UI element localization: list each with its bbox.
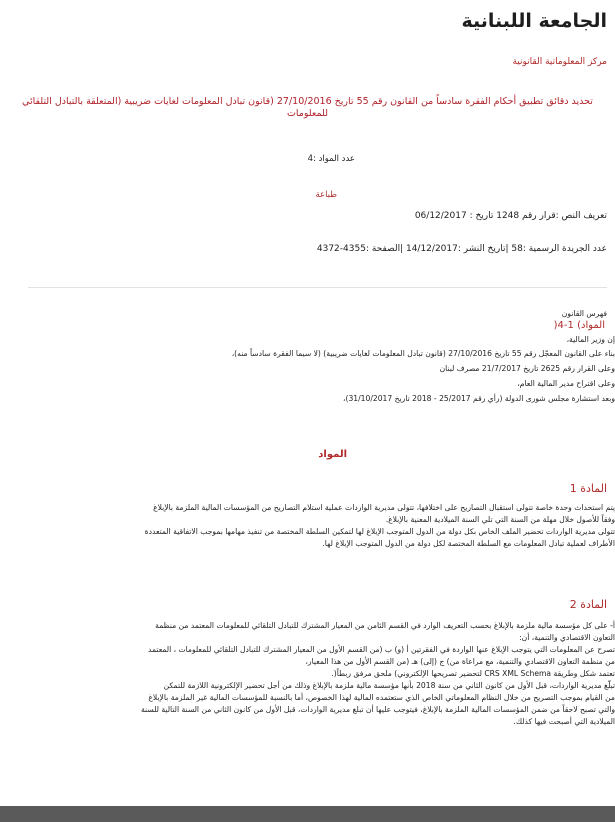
article-line: تبلّغ مديرية الواردات، قبل الأول من كانون الثاني من سنة 2018 بأنها مؤسسة مالية ملزمة بالإبلاغ وذلك من أجل تحضير الإلكترونية اللازمة للتمكن [163,681,615,690]
footer-bar [0,806,615,822]
article-line: الأطراف لعملية تبادل المعلومات مع السلطة المختصة لكل دولة من الدول المتوجب الإبلاغ لها. [322,539,615,548]
article-line: تصرح عن المعلومات التي يتوجب الإبلاغ عنها الواردة في الفقرتين أ (و) ب (من القسم الأول من المعيار المشترك للتبادل التلقائي للمعلومات ، المعتمد [148,645,615,654]
article-line: تتولى مديرية الواردات تحضير الملف الخاص بكل دولة من الدول المتوجب الإبلاغ لها لتمكين السلطة المختصة من تنفيذ مهامها بموجب الاتفاقية المتعددة [144,527,615,536]
article-body [0,620,615,728]
article-line: أ- على كل مؤسسة مالية ملزمة بالإبلاغ بحسب التعريف الوارد في القسم الثامن من المعيار المشترك للتبادل التلقائي للمعلومات المعتمد من منظمة [155,621,615,630]
article-line: تعتمد شكل وطريقة CRS XML Schema لتحضير تصريحها الإلكتروني) ملحق مرفق ربطاً(. [331,669,615,678]
toc-line: بناء على القانون المعجّل رقم 55 تاريخ 27/10/2016 (قانون تبادل المعلومات لغايات ضريبية) (لا سيما الفقرة سادساً منه)، [231,349,615,358]
article-line: التعاون الاقتصادي والتنمية، أن: [519,633,615,642]
article-body [0,502,615,550]
toc-line: إن وزير المالية، [566,335,615,344]
article-heading: المادة 2 [569,598,607,611]
toc-range-link[interactable]: المواد) 1-4( [553,320,605,331]
gazette-info: عدد الجريدة الرسمية :58 |تاريخ النشر :14/12/2017 |الصفحة :4355-4372 [316,244,607,254]
article-line: الميلادية التي أصبحت فيها كذلك. [513,717,615,726]
law-definition: تعريف النص :قرار رقم 1248 تاريخ : 06/12/2017 [414,211,607,221]
article-line: من القيام بموجب التصريح من خلال النظام المعلوماتي الخاص الذي ستعتمده المالية لهذا الخصوص، أما بالنسبة للمؤسسات المالية غير الملزمة بالإبلاغ [148,693,615,702]
article-line: يتم استحداث وحدة خاصة تتولى استقبال التصاريح على اختلافها، تتولى مديرية الواردات عملية استلام التصاريح من المؤسسات المالية الملزمة بالإبلاغ [153,503,615,512]
article-line: من منظمة التعاون الاقتصادي والتنمية، مع مراعاة من) ج (إلى) هـ (من القسم الأول من هذا المعيار، [305,657,615,666]
site-subtitle[interactable]: مركز المعلوماتية القانونية [512,57,607,67]
law-title: تحديد دقائق تطبيق أحكام الفقرة سادساً من القانون رقم 55 تاريخ 27/10/2016 (قانون تبادل المعلومات لغايات ضريبية (المتعلقة بالتبادل التلقائي للمعلومات [22,96,593,119]
print-link[interactable]: طباعة [315,190,337,200]
site-title[interactable]: الجامعة اللبنانية [461,10,607,32]
article-heading: المادة 1 [569,482,607,495]
toc-line: وعلى القرار رقم 2625 تاريخ 21/7/2017 مصرف لبنان [439,364,615,373]
articles-count: عدد المواد :4 [307,154,355,164]
article-line: والتي تصبح لاحقاً من ضمن المؤسسات المالية الملزمة بالإبلاغ، فيتوجب عليها أن تبلغ مديرية الواردات، قبل الأول من كانون الثاني من السنة التالية للسنة [140,705,615,714]
toc-line: وبعد استشارة مجلس شورى الدولة (رأي رقم 25/2017 - 2018 تاريخ 31/10/2017)، [343,394,615,403]
articles-heading: المواد [318,449,347,460]
toc-line: وعلى اقتراح مدير المالية العام، [517,379,615,388]
toc-title: فهرس القانون [561,309,607,318]
article-line: وفقاً للأصول خلال مهلة من السنة التي تلي السنة الميلادية المعنية بالإبلاغ. [385,515,615,524]
section-divider [28,287,607,288]
